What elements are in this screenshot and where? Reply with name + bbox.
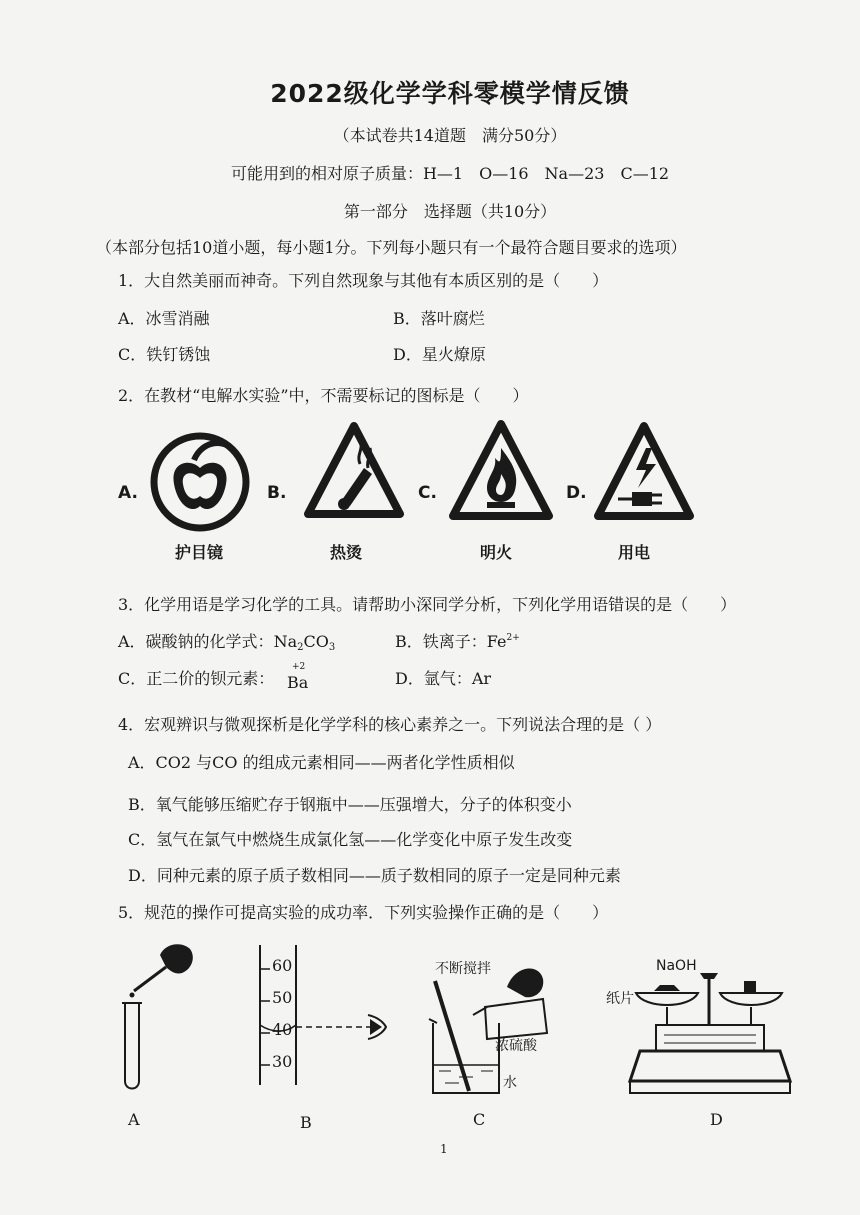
q3-c-symbol: Ba — [287, 673, 309, 692]
label-water: 水 — [503, 1075, 517, 1091]
q2-letter-c[interactable]: C. — [418, 483, 437, 503]
q5-caption-c[interactable]: C — [473, 1110, 486, 1129]
q2-caption-d: 用电 — [618, 543, 651, 562]
q2-letter-a[interactable]: A. — [118, 483, 138, 503]
q4-option-a[interactable]: A．CO2 与CO 的组成元素相同——两者化学性质相似 — [128, 753, 515, 772]
q3-option-b-label: B．铁离子： — [395, 632, 487, 651]
question-1-stem: 1．大自然美丽而神奇。下列自然现象与其他有本质区别的是（ ） — [118, 271, 609, 290]
q3-a-formula-co: CO — [303, 632, 329, 651]
q3-a-sub-1: 2 — [297, 642, 304, 653]
q1-option-c[interactable]: C．铁钉锈蚀 — [118, 345, 211, 364]
q2-caption-a: 护目镜 — [175, 543, 224, 562]
part-note: （本部分包括10道小题，每小题1分。下列每小题只有一个最符合题目要求的选项） — [96, 238, 687, 257]
part-title: 第一部分 选择题（共10分） — [343, 202, 557, 221]
q2-caption-b: 热烫 — [330, 543, 363, 562]
electricity-icon — [592, 420, 696, 522]
label-concentrated-acid: 浓硫酸 — [495, 1038, 537, 1054]
open-flame-icon — [447, 418, 555, 522]
q4-option-b[interactable]: B．氧气能够压缩贮存于钢瓶中——压强增大，分子的体积变小 — [128, 795, 572, 814]
graduated-cylinder-figure — [242, 945, 402, 1095]
q3-option-d[interactable]: D．氩气：Ar — [395, 669, 492, 688]
hot-surface-icon — [302, 420, 406, 520]
page-title: 2022级化学学科零模学情反馈 — [270, 79, 630, 108]
q3-option-a-label: A．碳酸钠的化学式： — [118, 632, 274, 651]
q3-option-a[interactable] — [118, 629, 335, 653]
q1-option-a[interactable]: A．冰雪消融 — [118, 309, 210, 328]
q2-letter-d[interactable]: D. — [566, 483, 587, 503]
label-paper: 纸片 — [606, 991, 634, 1007]
dropper-test-tube-figure — [110, 935, 220, 1100]
q3-a-sub-2: 3 — [328, 642, 336, 653]
cylinder-tick-50: 50 — [272, 988, 293, 1007]
page-number: 1 — [440, 1142, 448, 1156]
exam-subtitle: （本试卷共14道题 满分50分） — [333, 126, 567, 145]
q3-b-formula: Fe — [486, 632, 507, 651]
q3-option-c-label: C．正二价的钡元素： — [118, 669, 275, 688]
q5-caption-a[interactable]: A — [128, 1110, 140, 1129]
atomic-masses: 可能用到的相对原子质量：H—1 O—16 Na—23 C—12 — [230, 164, 670, 183]
question-4-stem: 4．宏观辨识与微观探析是化学学科的核心素养之一。下列说法合理的是（ ） — [118, 715, 662, 734]
label-stir: 不断搅拌 — [435, 961, 491, 977]
cylinder-tick-30: 30 — [272, 1052, 293, 1071]
q3-option-b[interactable] — [395, 629, 520, 652]
goggles-icon — [150, 422, 250, 542]
q5-caption-b[interactable]: B — [300, 1113, 312, 1132]
question-5-stem: 5．规范的操作可提高实验的成功率．下列实验操作正确的是（ ） — [118, 903, 609, 922]
q1-option-b[interactable]: B．落叶腐烂 — [393, 309, 485, 328]
cylinder-tick-60: 60 — [272, 956, 293, 975]
q3-option-c[interactable] — [118, 666, 274, 689]
q1-option-d[interactable]: D．星火燎原 — [393, 345, 486, 364]
question-2-stem: 2．在教材“电解水实验”中，不需要标记的图标是（ ） — [118, 386, 529, 405]
q3-a-formula-na: Na — [273, 632, 298, 651]
question-3-stem: 3．化学用语是学习化学的工具。请帮助小深同学分析，下列化学用语错误的是（ ） — [118, 595, 737, 614]
q3-b-charge: 2+ — [506, 633, 520, 643]
cylinder-tick-40: 40 — [272, 1020, 293, 1039]
q2-letter-b[interactable]: B. — [267, 483, 287, 503]
q5-caption-d[interactable]: D — [710, 1110, 723, 1129]
label-naoh: NaOH — [656, 958, 697, 974]
q4-option-d[interactable]: D．同种元素的原子质子数相同——质子数相同的原子一定是同种元素 — [128, 866, 621, 885]
q4-option-c[interactable]: C．氢气在氯气中燃烧生成氯化氢——化学变化中原子发生改变 — [128, 830, 573, 849]
q2-caption-c: 明火 — [480, 543, 513, 562]
balance-figure — [600, 955, 800, 1100]
q3-c-valence: +2 — [292, 662, 306, 672]
